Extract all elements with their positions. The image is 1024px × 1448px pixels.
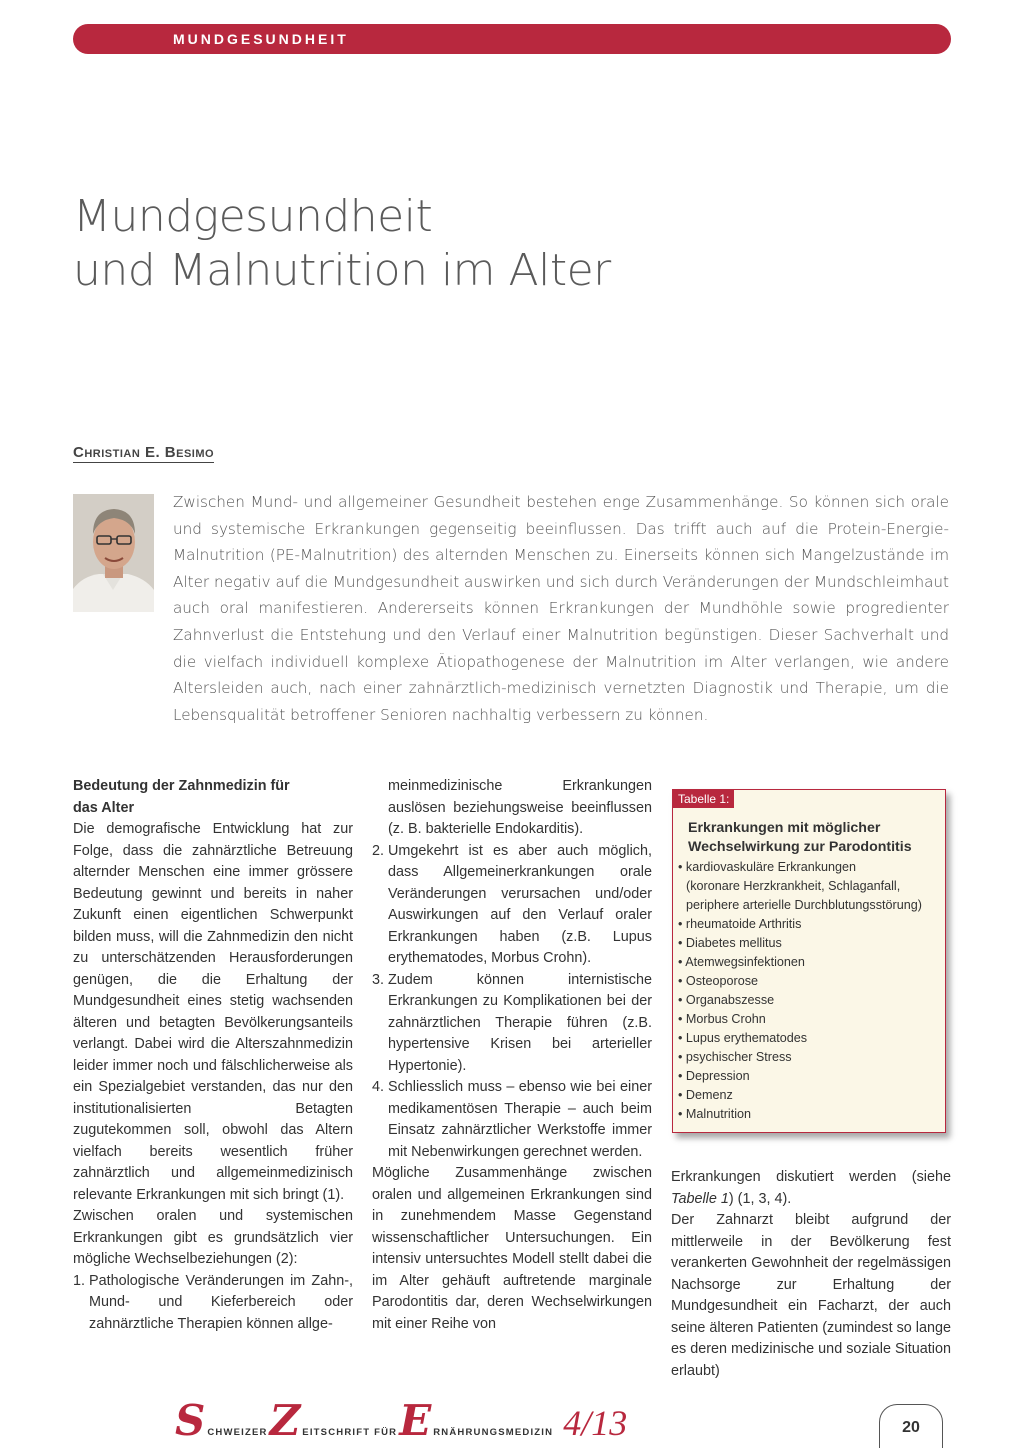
paragraph: Die demografische Entwicklung hat zur Folge, dass die zahnärztliche Betreuung alternder Menschen eine immer grössere Bedeutung gewinnt und bereits in naher Zukunft einen eigentlichen Schwerpunkt bilden muss, will die Zahnmedizin den nicht zu unterschätzenden Herausforderungen genügen, die die Erhaltung der Mundgesundheit eines stetig wachsenden älteren und betagten Bevölkerungsanteils verlangt. Dabei wird die Alterszahnmedizin leider immer noch und fälschlicherweise als ein Spezialgebiet verstanden, das nur den institutionalisierten Betagten zugutekommen soll, obwohl das Altern vielfach bereits wesentlich früher zahnärztlich und allgemeinmedizinisch relevante Erkrankungen mit sich bringt (1).	[73, 821, 353, 1203]
list-number: 2.	[372, 842, 385, 859]
author-name: Christian E. Besimo	[73, 444, 215, 461]
table-list-item: • Atemwegsinfektionen	[678, 955, 805, 969]
table-list-item: • Depression	[678, 1069, 750, 1083]
section-label: MUNDGESUNDHEIT	[173, 31, 349, 47]
table-list-item: • Organabszesse	[678, 993, 775, 1007]
table-tag: Tabelle 1:	[673, 790, 734, 808]
table-list-item: • kardiovaskuläre Erkrankungen	[678, 860, 857, 874]
list-item	[372, 1077, 652, 1163]
issue-number: 4/13	[563, 1403, 628, 1443]
paragraph-text: Erkrankungen diskutiert werden (siehe	[671, 1169, 951, 1185]
list-number: 4.	[372, 1079, 385, 1095]
table-list-item: • Lupus erythematodes	[678, 1031, 808, 1045]
column-3	[671, 1167, 951, 1382]
table-list-item: • psychischer Stress	[678, 1050, 792, 1064]
column-1	[73, 776, 353, 1335]
section-header-bar	[73, 24, 951, 54]
journal-logo	[175, 1396, 627, 1446]
list-text: Zudem können internistische Erkrankungen zu Komplikationen bei der zahnärztlichen Therapie führen (z.B. hypertensive Krisen bei arterieller Hypertonie).	[388, 971, 652, 1074]
title-line-1: Mundgesundheit	[73, 191, 433, 242]
logo-letter-e: E	[399, 1396, 432, 1445]
table-list-item: • Demenz	[678, 1088, 733, 1102]
list-number: 1.	[73, 1272, 86, 1289]
logo-word-schweizer: CHWEIZER	[207, 1427, 268, 1438]
table-1-box	[672, 789, 946, 1133]
column-2	[372, 776, 652, 1335]
title-line-2: und Malnutrition im Alter	[73, 245, 611, 296]
table-list-item: • rheumatoide Arthritis	[678, 917, 802, 931]
paragraph: Zwischen oralen und systemischen Erkrankungen gibt es grundsätzlich vier mögliche Wechselbeziehungen (2):	[73, 1208, 353, 1267]
list-item	[372, 841, 652, 970]
table-list-item: periphere arterielle Durchblutungsstörung)	[686, 898, 922, 912]
section-heading: Bedeutung der Zahnmedizin für das Alter	[73, 778, 290, 816]
list-number: 3.	[372, 971, 385, 988]
table-list-item: • Osteoporose	[678, 974, 759, 988]
list-item	[73, 1271, 353, 1336]
logo-word-ernaehrungsmedizin: RNÄHRUNGSMEDIZIN	[433, 1427, 554, 1438]
table-list-item: • Diabetes mellitus	[678, 936, 782, 950]
table-list-item: (koronare Herzkrankheit, Schlaganfall,	[686, 879, 901, 893]
logo-letter-s: S	[175, 1396, 206, 1445]
article-title	[73, 190, 973, 298]
page-number: 20	[879, 1404, 943, 1448]
table-title: Erkrankungen mit möglicher Wechselwirkung zur Parodontitis	[688, 820, 912, 855]
logo-letter-z: Z	[269, 1396, 301, 1445]
logo-word-zeitschrift: EITSCHRIFT FÜR	[302, 1427, 398, 1438]
author-portrait	[73, 494, 154, 612]
paragraph: Mögliche Zusammenhänge zwischen oralen und allgemeinen Erkrankungen sind in zunehmendem Masse Gegenstand wissenschaftlicher Untersuchungen. Ein intensiv untersuchtes Modell stellt dabei die im Alter gehäuft auftretende marginale Parodontitis dar, deren Wechselwirkungen mit einer Reihe von	[372, 1165, 652, 1332]
table-list	[678, 858, 944, 1124]
table-list-item: • Morbus Crohn	[678, 1012, 766, 1026]
table-list-item: • Malnutrition	[678, 1107, 752, 1121]
paragraph	[671, 1167, 951, 1210]
list-item	[372, 970, 652, 1078]
list-text: Umgekehrt ist es aber auch möglich, dass Allgemeinerkrankungen orale Veränderungen verursachen und/oder Auswirkungen auf den Verlauf oraler Erkrankungen haben (z.B. Lupus erythematodes, Morbus Crohn).	[388, 842, 652, 966]
table-reference: Tabelle 1	[671, 1190, 729, 1207]
portrait-image	[73, 494, 154, 612]
list-text: Schliesslich muss – ebenso wie bei einer medikamentösen Therapie – auch beim Einsatz zahnärztlicher Werkstoffe immer mit Nebenwirkungen gerechnet werden.	[388, 1079, 652, 1160]
list-text: Pathologische Veränderungen im Zahn-, Mund- und Kieferbereich oder zahnärztliche Therapien können allge-	[89, 1272, 353, 1332]
intro-paragraph: Zwischen Mund- und allgemeiner Gesundheit bestehen enge Zusammenhänge. So können sich orale und systemische Erkrankungen gegenseitig beeinflussen. Das trifft auch auf die Protein-Energie-Malnutrition (PE-Malnutrition) des alternden Menschen zu. Einerseits können sich Mangelzustände im Alter negativ auf die Mundgesundheit auswirken und sich durch Veränderungen der Mundschleimhaut auch oral manifestieren. Andererseits können Erkrankungen der Mundhöhle sowie progredienter Zahnverlust die Entstehung und den Verlauf einer Malnutrition begünstigen. Dieser Sachverhalt und die vielfach individuell komplexe Ätiopathogenese der Malnutrition im Alter verlangen, wie andere Altersleiden auch, nach einer zahnärztlich-medizinisch vernetzten Diagnostik und Therapie, um die Lebensqualität betroffener Senioren nachhaltig verbessern zu können.	[173, 493, 949, 724]
list-continuation: meinmedizinische Erkrankungen auslösen beziehungsweise beeinflussen (z. B. bakterielle Endokarditis).	[388, 778, 652, 837]
paragraph-text: ) (1, 3, 4).	[728, 1190, 792, 1207]
paragraph: Der Zahnarzt bleibt aufgrund der mittlerweile in der Bevölkerung fest verankerten Gewohnheit der regelmässigen Nachsorge zur Erhaltung der Mundgesundheit ein Facharzt, der auch seine älteren Patienten (zumindest so lange es deren medizinische und soziale Situation erlaubt)	[671, 1212, 951, 1379]
